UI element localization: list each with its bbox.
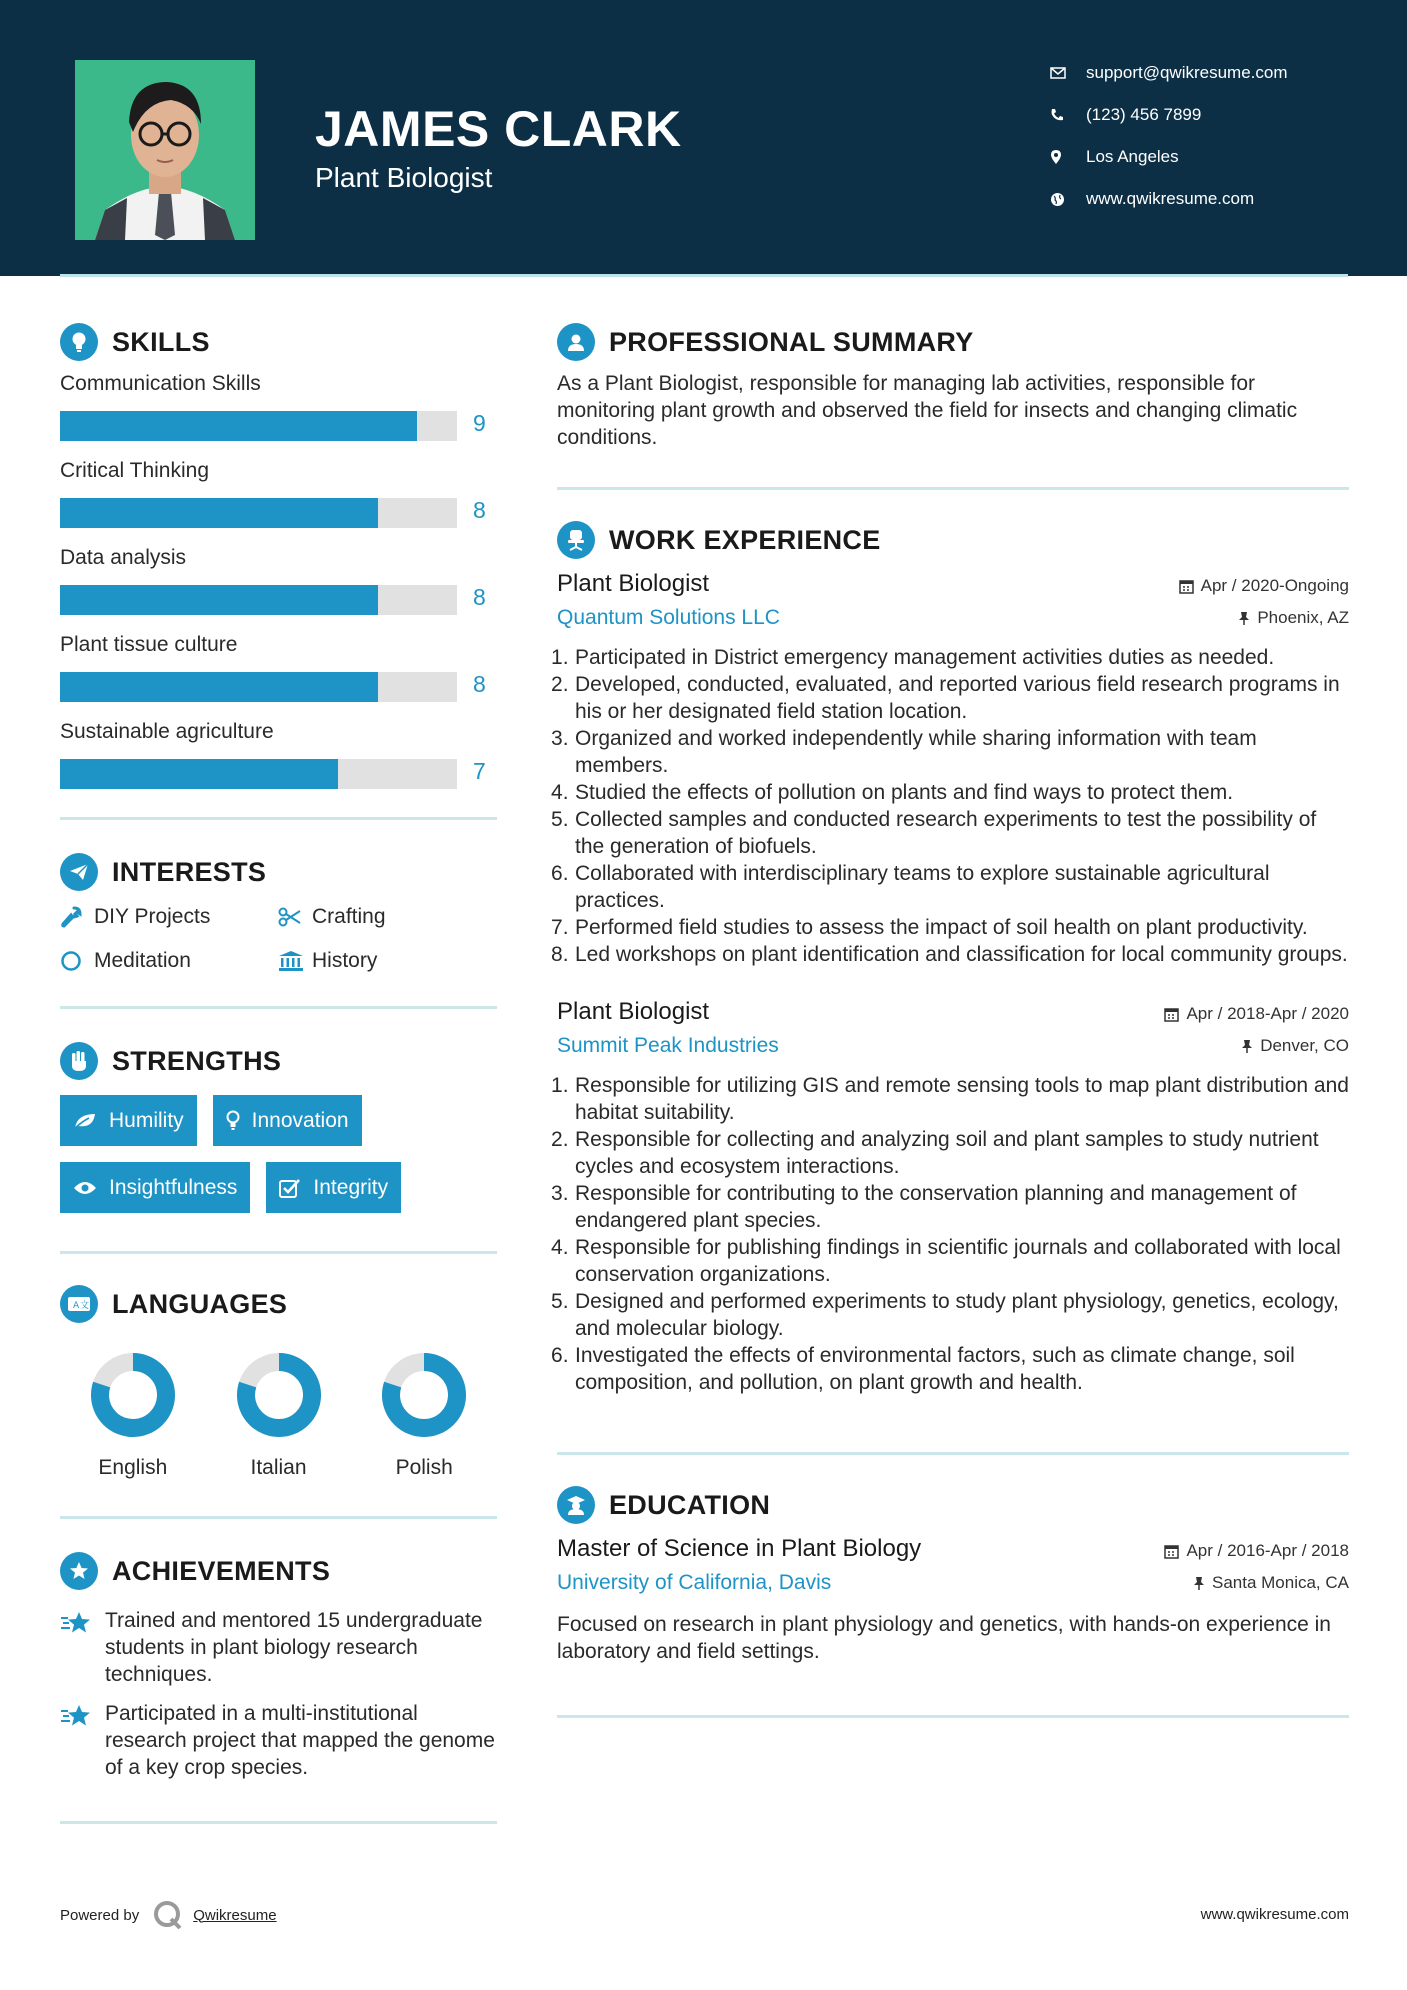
skill-bar-fill [60, 759, 338, 789]
achievements-title: ACHIEVEMENTS [112, 1555, 331, 1586]
strengths-title: STRENGTHS [112, 1045, 282, 1076]
pushpin-icon [1241, 1039, 1253, 1054]
svg-text:A: A [73, 1301, 80, 1311]
strength-badge [60, 1162, 250, 1213]
education-entry [557, 1535, 1349, 1665]
achievement-text: Participated in a multi-institutional research project that mapped the genome of a key crop species. [105, 1702, 495, 1779]
duty-item: Responsible for publishing findings in scientific journals and collaborated with local conservation organizations. [575, 1236, 1341, 1286]
experience-title: WORK EXPERIENCE [609, 524, 881, 555]
job-entry [557, 998, 1349, 1396]
education-date [1164, 1541, 1349, 1561]
paper-plane-icon [60, 853, 98, 891]
skill-item [60, 370, 497, 457]
job-date-text: Apr / 2018-Apr / 2020 [1186, 1004, 1349, 1023]
duty-item: Led workshops on plant identification and classification for local community groups. [575, 943, 1348, 966]
interests-title: INTERESTS [112, 856, 267, 887]
school-name: University of California, Davis [557, 1571, 832, 1594]
strength-label: Insightfulness [109, 1175, 238, 1199]
interest-label: Crafting [312, 905, 386, 928]
strengths-list [60, 1095, 460, 1213]
duty-item: Designed and performed experiments to study plant physiology, genetics, ecology, and molecular biology. [575, 1290, 1339, 1340]
skill-bar-fill [60, 411, 417, 441]
skill-bar [60, 759, 457, 789]
education-title: EDUCATION [609, 1489, 771, 1520]
lightbulb-icon [60, 323, 98, 361]
portrait-image [75, 60, 255, 240]
language-donut [234, 1350, 324, 1440]
strength-badge [60, 1095, 197, 1146]
education-description: Focused on research in plant physiology and genetics, with hands-on experience in laboratory and field settings. [557, 1613, 1331, 1663]
candidate-title: Plant Biologist [315, 162, 493, 193]
language-item [351, 1350, 497, 1480]
skill-item [60, 631, 497, 718]
duty-item: Collaborated with interdisciplinary teams to explore sustainable agricultural practices. [575, 862, 1270, 912]
phone-text[interactable]: (123) 456 7899 [1086, 105, 1202, 124]
skill-value: 8 [473, 497, 486, 523]
interest-item [278, 946, 496, 976]
contact-phone[interactable] [1050, 94, 1288, 136]
qwikresume-logo-icon [151, 1898, 185, 1932]
eye-icon [73, 1180, 97, 1196]
interest-label: DIY Projects [94, 905, 211, 928]
interest-item [278, 902, 496, 932]
svg-text:文: 文 [80, 1301, 90, 1311]
section-divider [60, 1821, 497, 1824]
duty-item: Responsible for contributing to the conservation planning and management of endangered plant species. [575, 1182, 1297, 1232]
skills-section [60, 318, 497, 805]
skill-name: Data analysis [60, 546, 187, 569]
skill-name: Critical Thinking [60, 459, 209, 482]
job-date [1179, 576, 1349, 596]
job-date [1164, 1004, 1349, 1024]
duty-item: Responsible for collecting and analyzing soil and plant samples to study nutrient cycles and ecosystem interactions. [575, 1128, 1319, 1178]
interest-label: History [312, 949, 378, 972]
section-divider [60, 1006, 497, 1009]
job-location-text: Phoenix, AZ [1257, 608, 1349, 627]
skill-bar [60, 498, 457, 528]
skill-value: 8 [473, 584, 486, 610]
checkbox-icon [279, 1178, 301, 1198]
job-duties [557, 1072, 1349, 1396]
experience-section [557, 516, 1349, 1396]
degree-title: Master of Science in Plant Biology [557, 1535, 922, 1562]
user-icon [557, 323, 595, 361]
lightbulb-icon [226, 1110, 240, 1132]
language-name: Italian [250, 1456, 307, 1479]
section-divider [557, 1452, 1349, 1455]
job-company: Quantum Solutions LLC [557, 606, 780, 629]
achievement-item [60, 1700, 497, 1781]
skill-bar [60, 672, 457, 702]
calendar-icon [1164, 1544, 1179, 1559]
skill-value: 8 [473, 671, 486, 697]
powered-by-text: Powered by [60, 1906, 140, 1924]
languages-section [60, 1280, 497, 1480]
skill-bar-fill [60, 672, 378, 702]
education-section [557, 1481, 1349, 1665]
job-company: Summit Peak Industries [557, 1034, 779, 1057]
job-title: Plant Biologist [557, 570, 710, 597]
job-location [1238, 608, 1349, 628]
skill-name: Communication Skills [60, 372, 261, 395]
summary-section [557, 318, 1349, 451]
education-location [1193, 1573, 1349, 1593]
skill-item [60, 544, 497, 631]
summary-text: As a Plant Biologist, responsible for managing lab activities, responsible for monitoring plant growth and observed the field for insects and changing climatic conditions. [557, 372, 1298, 449]
office-chair-icon [557, 521, 595, 559]
interest-item [60, 902, 278, 932]
candidate-name: JAMES CLARK [315, 101, 682, 157]
profile-photo [75, 60, 255, 240]
section-divider [60, 817, 497, 820]
duty-item: Developed, conducted, evaluated, and reported various field research programs in his or her designated field station location. [575, 673, 1340, 723]
calendar-icon [1179, 579, 1194, 594]
skills-list [60, 370, 497, 805]
job-date-text: Apr / 2020-Ongoing [1200, 576, 1349, 595]
interests-list [60, 902, 497, 976]
skill-bar [60, 585, 457, 615]
header-divider [60, 274, 1348, 277]
strength-badge [266, 1162, 401, 1213]
interests-section [60, 848, 497, 976]
languages-list [60, 1350, 497, 1480]
languages-heading [60, 1280, 497, 1328]
wrench-icon [60, 906, 94, 928]
duty-item: Studied the effects of pollution on plants and find ways to protect them. [575, 781, 1234, 804]
section-divider [60, 1516, 497, 1519]
achievements-heading [60, 1547, 497, 1595]
skill-bar-fill [60, 585, 378, 615]
contact-website[interactable] [1050, 178, 1288, 220]
graduate-icon [557, 1486, 595, 1524]
pushpin-icon [1193, 1576, 1205, 1591]
circle-icon [60, 950, 94, 972]
globe-icon [1050, 192, 1086, 207]
skill-bar-fill [60, 498, 378, 528]
strength-badge [213, 1095, 362, 1146]
skill-value: 9 [473, 410, 486, 436]
strengths-section [60, 1037, 497, 1213]
footer-branding [60, 1898, 277, 1932]
summary-heading [557, 318, 1349, 366]
strength-label: Humility [109, 1108, 184, 1132]
skill-item [60, 718, 497, 805]
skill-name: Sustainable agriculture [60, 720, 274, 743]
achievements-section [60, 1547, 497, 1781]
section-divider [60, 1251, 497, 1254]
contact-info [1050, 52, 1288, 220]
strengths-heading [60, 1037, 497, 1085]
experience-heading [557, 516, 1349, 564]
section-divider [557, 1715, 1349, 1718]
leaf-icon [73, 1112, 97, 1130]
job-location-text: Denver, CO [1260, 1036, 1349, 1055]
language-name: Polish [395, 1456, 453, 1479]
interests-heading [60, 848, 497, 896]
achievement-text: Trained and mentored 15 undergraduate students in plant biology research techniques. [105, 1609, 483, 1686]
contact-location [1050, 136, 1288, 178]
right-column [557, 318, 1349, 1718]
pushpin-icon [1238, 611, 1250, 626]
location-text: Los Angeles [1086, 147, 1179, 166]
language-item [60, 1350, 206, 1480]
interest-item [60, 946, 278, 976]
scissors-icon [278, 907, 312, 927]
language-item [206, 1350, 352, 1480]
skill-bar [60, 411, 457, 441]
footer-website[interactable]: www.qwikresume.com [1200, 1906, 1349, 1923]
duty-item: Responsible for utilizing GIS and remote sensing tools to map plant distribution and habitat suitability. [575, 1074, 1349, 1124]
duty-item: Participated in District emergency management activities duties as needed. [575, 646, 1275, 669]
left-column [60, 318, 497, 1824]
education-date-text: Apr / 2016-Apr / 2018 [1186, 1541, 1349, 1560]
job-duties [557, 644, 1349, 968]
education-location-text: Santa Monica, CA [1211, 1573, 1349, 1592]
email-text[interactable]: support@qwikresume.com [1086, 63, 1288, 82]
skill-name: Plant tissue culture [60, 633, 238, 656]
fist-icon [60, 1042, 98, 1080]
languages-title: LANGUAGES [112, 1288, 288, 1319]
achievement-item [60, 1607, 497, 1688]
language-name: English [98, 1456, 168, 1479]
job-location [1241, 1036, 1349, 1056]
education-heading [557, 1481, 1349, 1529]
strength-label: Integrity [313, 1175, 389, 1199]
skill-item [60, 457, 497, 544]
duty-item: Investigated the effects of environmental factors, such as climate change, soil composition, and pollution, on plant growth and health. [575, 1344, 1295, 1394]
qwikresume-link[interactable]: Qwikresume [193, 1906, 277, 1924]
calendar-icon [1164, 1007, 1179, 1022]
star-badge-icon [60, 1552, 98, 1590]
language-donut [379, 1350, 469, 1440]
contact-email[interactable] [1050, 52, 1288, 94]
interest-label: Meditation [94, 949, 191, 972]
translate-icon [60, 1285, 98, 1323]
strength-label: Innovation [251, 1108, 349, 1132]
website-text[interactable]: www.qwikresume.com [1086, 189, 1255, 208]
language-donut [88, 1350, 178, 1440]
section-divider [557, 487, 1349, 490]
duty-item: Collected samples and conducted research experiments to test the possibility of the generation of biofuels. [575, 808, 1317, 858]
skill-value: 7 [473, 758, 486, 784]
skills-heading [60, 318, 497, 366]
job-title: Plant Biologist [557, 998, 710, 1025]
star-icon [60, 1607, 105, 1688]
map-pin-icon [1050, 149, 1086, 165]
skills-title: SKILLS [112, 326, 210, 357]
duty-item: Performed field studies to assess the impact of soil health on plant productivity. [575, 916, 1308, 939]
museum-icon [278, 950, 312, 972]
summary-title: PROFESSIONAL SUMMARY [609, 326, 974, 357]
envelope-icon [1050, 67, 1086, 79]
star-icon [60, 1700, 105, 1781]
duty-item: Organized and worked independently while sharing information with team members. [575, 727, 1257, 777]
phone-icon [1050, 108, 1086, 122]
resume-header [0, 0, 1407, 276]
job-entry [557, 570, 1349, 968]
